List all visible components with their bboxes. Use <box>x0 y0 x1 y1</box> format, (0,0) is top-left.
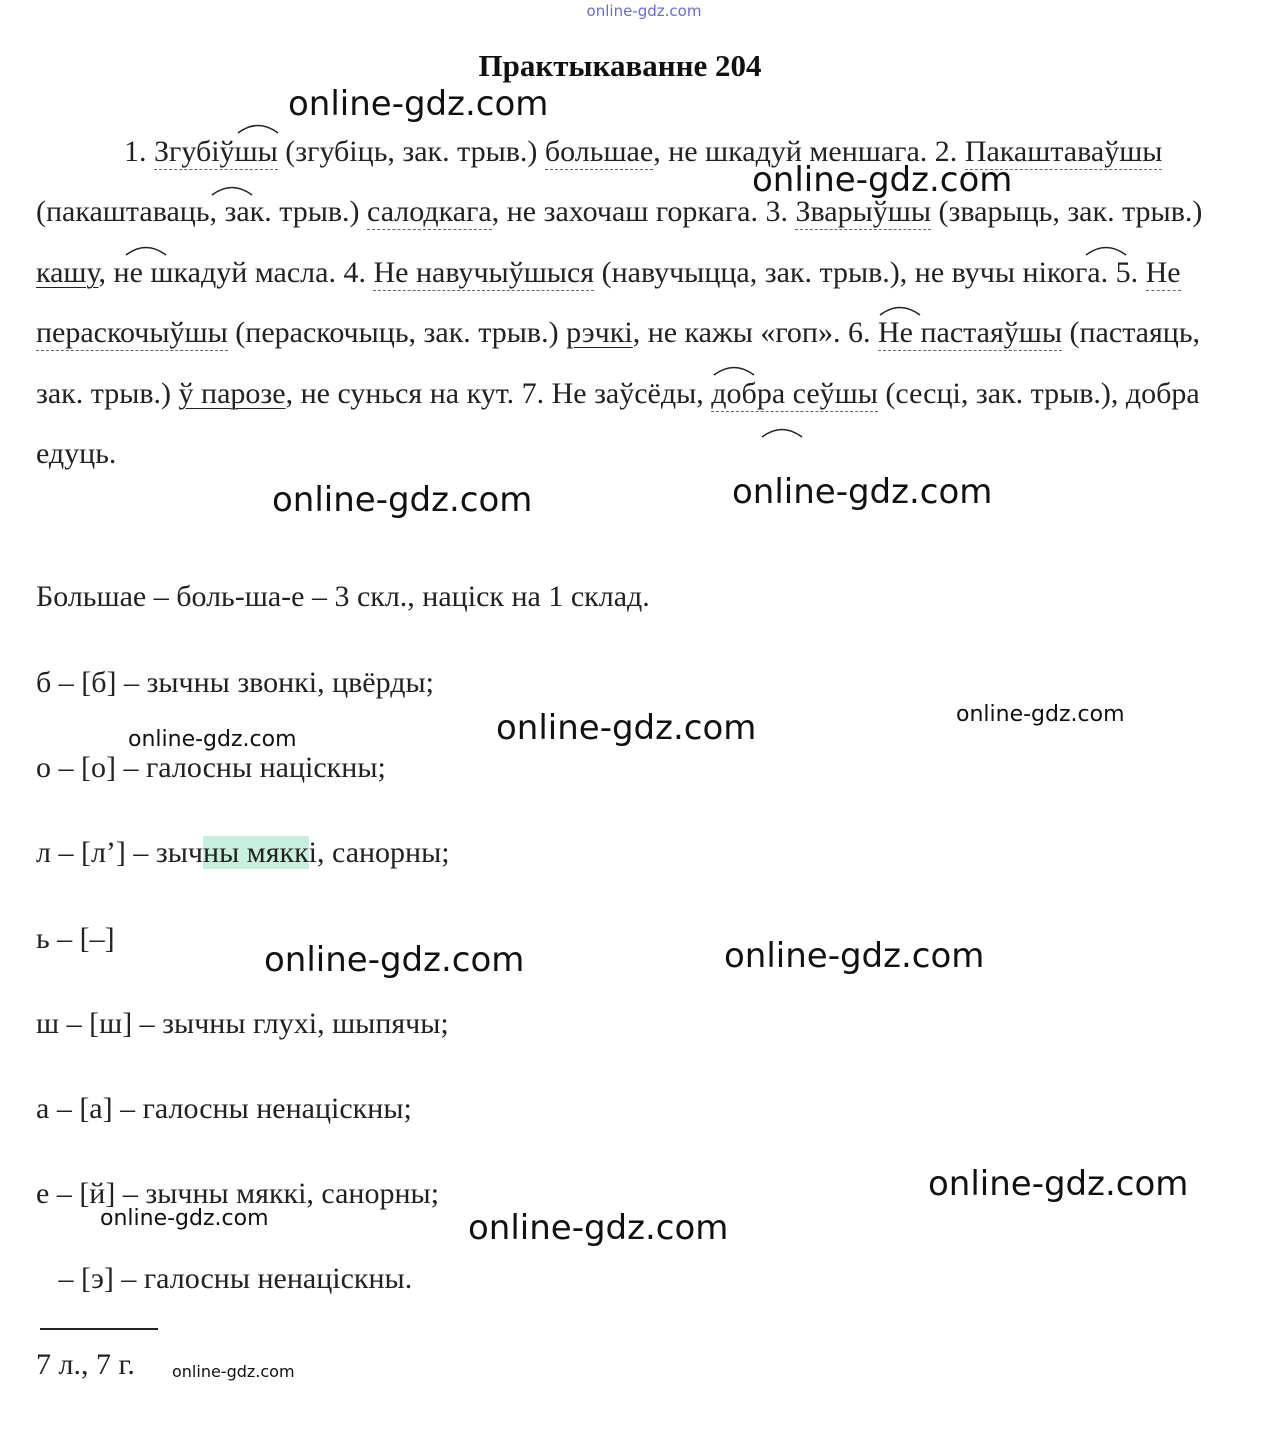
analysis-text: о – [о] – галосны націскны; <box>36 751 386 784</box>
footnote-count: 7 л., 7 г. <box>36 1348 135 1381</box>
stress-arc-icon <box>236 120 280 134</box>
watermark: online-gdz.com <box>496 708 757 748</box>
watermark: online-gdz.com <box>956 702 1125 727</box>
analysis-text: і, санорны; <box>308 836 450 869</box>
watermark: online-gdz.com <box>172 1362 295 1381</box>
watermark: online-gdz.com <box>468 1208 729 1248</box>
stress-arc-icon <box>878 302 922 316</box>
underlined-word: Не пастаяўшы <box>878 316 1063 350</box>
analysis-text: – [э] – галосны ненаціскны. <box>36 1262 413 1295</box>
highlighted-text: ны мякк <box>203 836 309 869</box>
letter-analysis-line <box>36 922 115 956</box>
text-run: (навучыцца, зак. трыв.), не вучы нікога. 5. <box>594 255 1146 289</box>
letter-analysis-line <box>36 1007 449 1041</box>
text-run: (пакаштаваць, зак. трыв.) <box>36 195 368 229</box>
underlined-word: кашу <box>36 255 99 289</box>
text-run: (зварыць, зак. трыв.) <box>931 195 1203 229</box>
underlined-word: рэчкі <box>566 316 633 350</box>
analysis-text: ь – [–] <box>36 922 115 955</box>
letter-analysis-line <box>36 666 434 700</box>
watermark: online-gdz.com <box>128 727 297 752</box>
watermark: online-gdz.com <box>752 160 1013 200</box>
analysis-text: б – [б] – зычны звонкі, цвёрды; <box>36 666 434 699</box>
text-run: , не шкадуй меншага. 2. <box>653 135 965 168</box>
analysis-text: а – [а] – галосны ненаціскны; <box>36 1092 412 1125</box>
watermark: online-gdz.com <box>288 84 549 124</box>
stress-arc-icon <box>1084 242 1128 256</box>
letter-analysis-line <box>36 751 386 785</box>
letter-analysis-line <box>36 1092 412 1126</box>
text-run: (згубіць, зак. трыв.) <box>277 135 545 168</box>
letter-analysis-line <box>36 836 450 870</box>
text-run: , не сунься на кут. 7. Не заўсёды, <box>285 376 712 410</box>
stress-arc-icon <box>124 242 168 256</box>
site-link[interactable]: online-gdz.com <box>586 2 702 20</box>
text-run: 1. <box>124 135 154 168</box>
underlined-word: Не навучыўшыся <box>373 255 595 289</box>
analysis-text: ш – [ш] – зычны глухі, шыпячы; <box>36 1007 449 1040</box>
text-run: , не шкадуй масла. 4. <box>98 255 374 289</box>
underlined-word: Згубіўшы <box>154 135 278 168</box>
watermark: online-gdz.com <box>724 936 985 976</box>
exercise-text <box>36 122 1226 484</box>
underlined-word: Пакаштаваўшы <box>964 135 1163 168</box>
underlined-word: салодкага <box>367 195 492 229</box>
watermark: online-gdz.com <box>732 472 993 512</box>
underlined-word: большае <box>544 135 654 168</box>
watermark: online-gdz.com <box>272 480 533 520</box>
analysis-text: л – [л’] – зыч <box>36 836 204 869</box>
text-run: (пераскочыць, зак. трыв.) <box>227 316 567 350</box>
analysis-text: е – [й] – зычны мяккі, санорны; <box>36 1177 440 1210</box>
watermark: online-gdz.com <box>100 1206 269 1231</box>
underlined-word: Не пераскочыўшы <box>36 255 1181 350</box>
text-run: , не захочаш горкага. 3. <box>491 195 796 229</box>
underlined-word: ў парозе <box>178 376 286 410</box>
underlined-word: добра сеўшы <box>711 376 878 410</box>
stress-arc-icon <box>760 424 804 438</box>
watermark: online-gdz.com <box>928 1164 1189 1204</box>
exercise-title: Практыкаванне 204 <box>478 48 762 83</box>
underlined-word: Зварыўшы <box>795 195 932 229</box>
watermark: online-gdz.com <box>264 940 525 980</box>
text-run: (сесці, зак. трыв.), добра едуць. <box>36 376 1200 471</box>
stress-arc-icon <box>210 182 254 196</box>
footnote-rule <box>40 1328 158 1330</box>
text-run: (пастаяць, зак. трыв.) <box>36 316 1201 410</box>
text-run: , не кажы «гоп». 6. <box>632 316 878 350</box>
letter-analysis-line <box>36 1262 412 1296</box>
stress-arc-icon <box>712 362 756 376</box>
syllable-summary: Большае – боль-ша-е – 3 скл., націск на 1 склад. <box>36 580 650 613</box>
